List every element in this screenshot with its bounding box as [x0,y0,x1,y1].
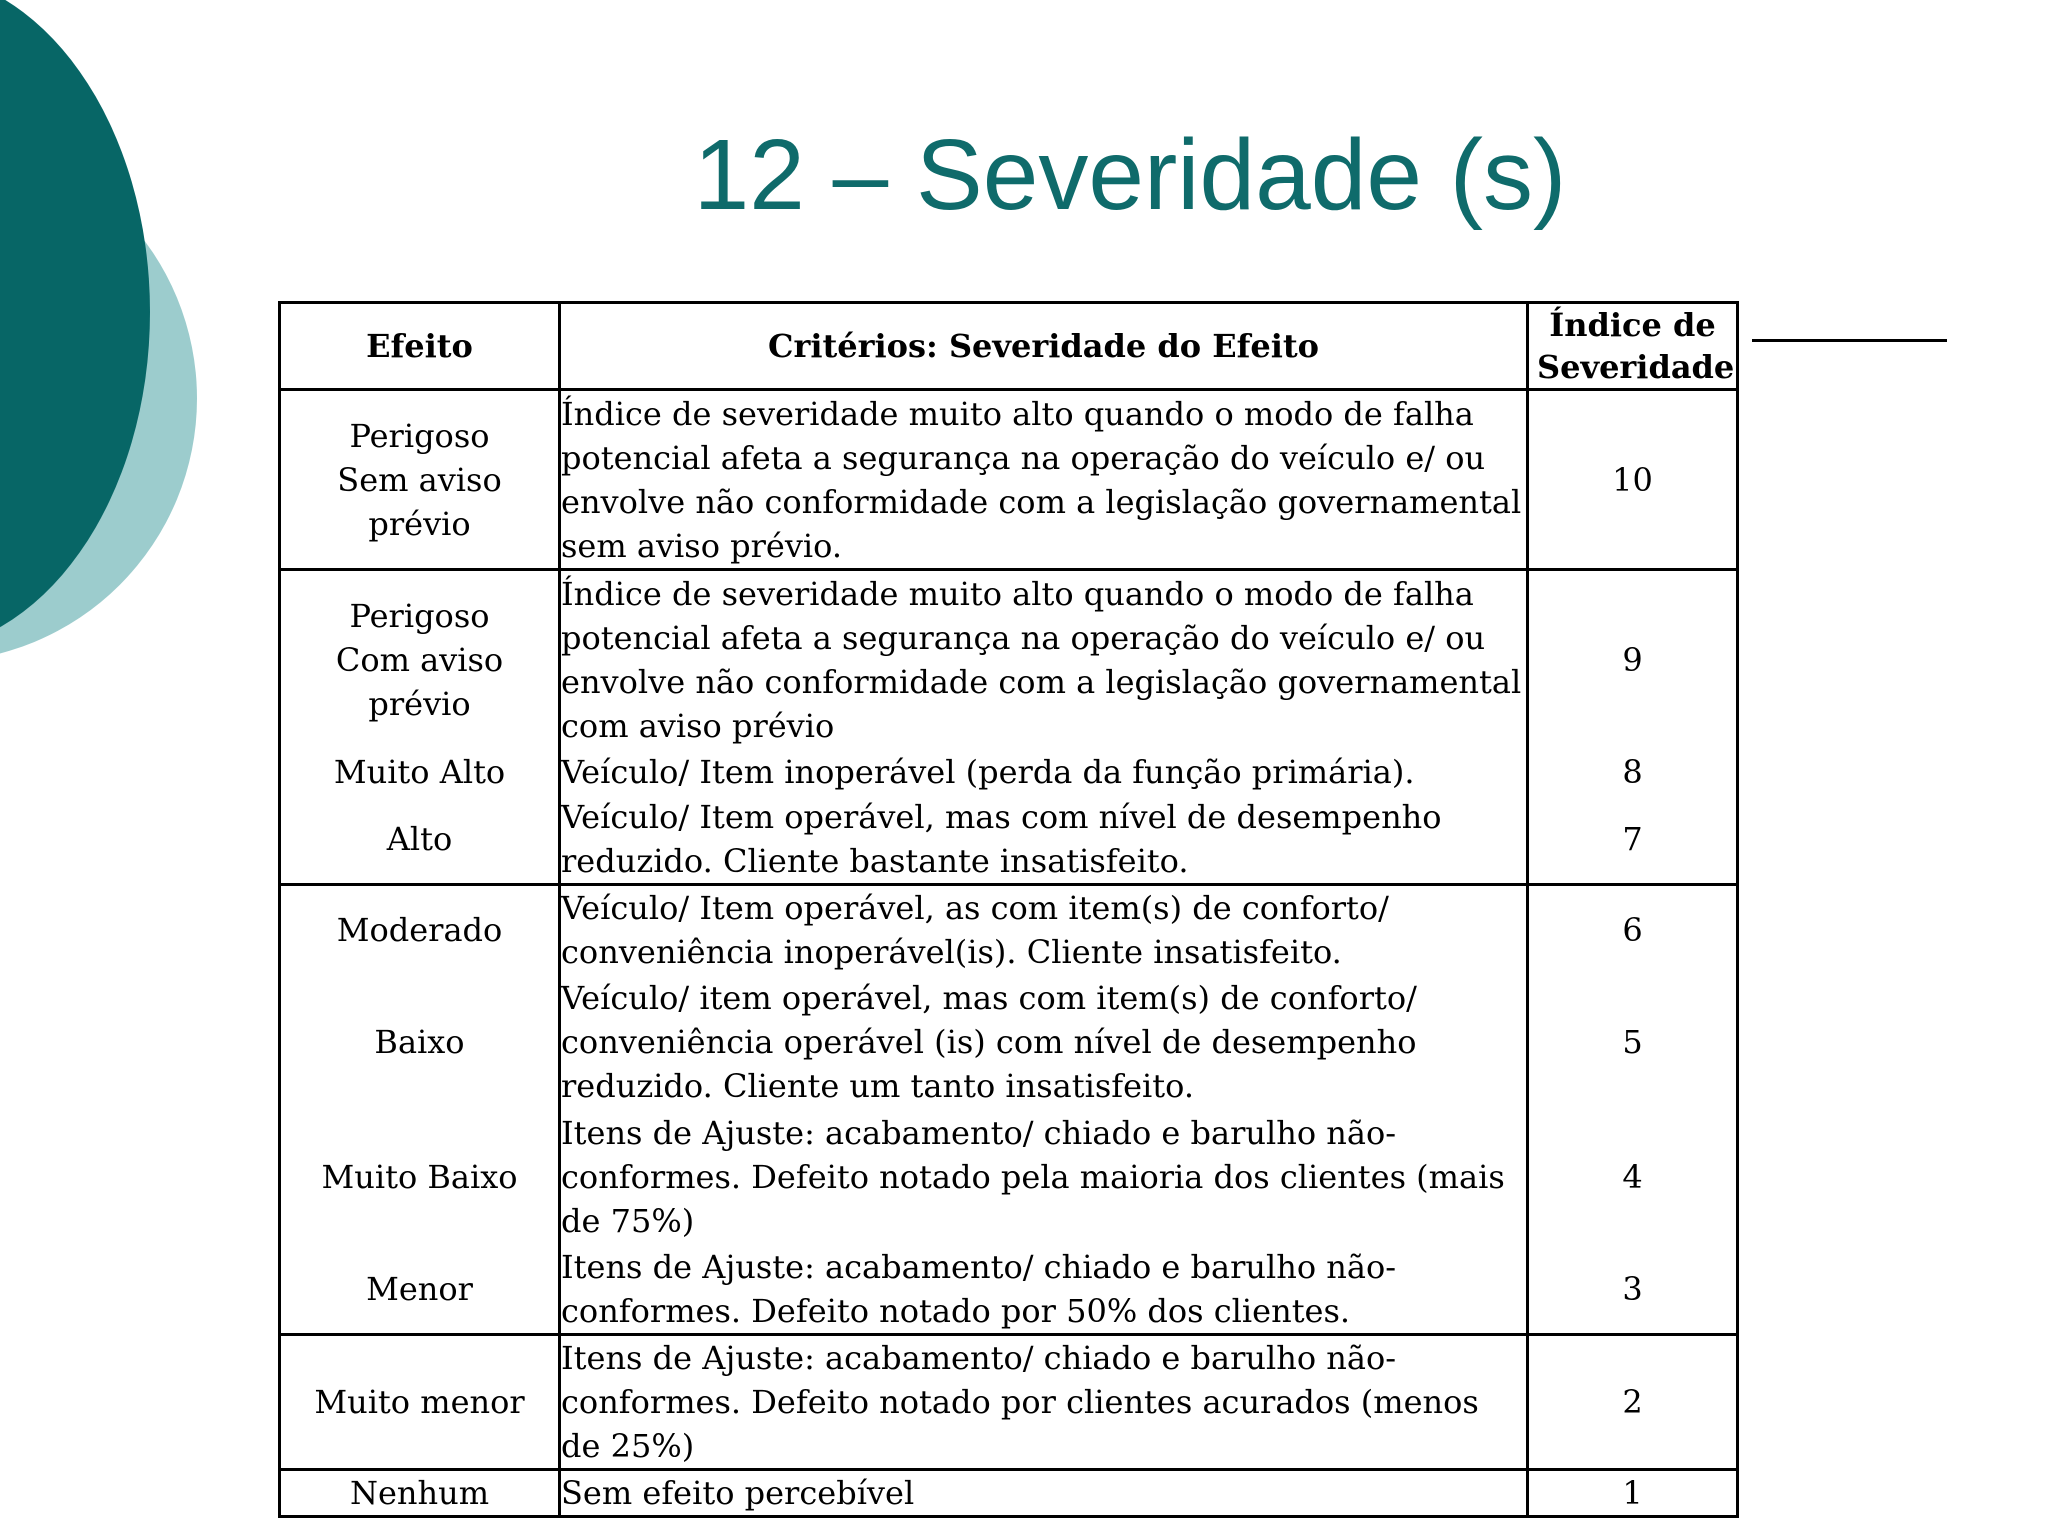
index-cell: 2 [1528,1335,1738,1470]
criteria-cell: Veículo/ Item operável, as com item(s) de conforto/ conveniência inoperável(is). Cliente insatisfeito. [560,885,1528,975]
table-row [280,570,1738,750]
table-header-row [280,303,1738,390]
index-cell: 10 [1528,390,1738,570]
effect-cell: Baixo [280,975,560,1110]
effect-cell: Muito Alto [280,750,560,795]
index-cell: 8 [1528,750,1738,795]
table-row [280,1110,1738,1245]
criteria-cell: Itens de Ajuste: acabamento/ chiado e barulho não-conformes. Defeito notado por 50% dos clientes. [560,1245,1528,1335]
index-cell: 7 [1528,795,1738,885]
index-cell: 9 [1528,570,1738,750]
index-cell: 5 [1528,975,1738,1110]
index-cell: 6 [1528,885,1738,975]
effect-cell: Perigoso Com aviso prévio [280,570,560,750]
index-cell: 4 [1528,1110,1738,1245]
header-efeito: Efeito [280,303,560,390]
decorative-line [1752,339,1947,342]
effect-cell: Moderado [280,885,560,975]
table-row [280,1245,1738,1335]
index-cell: 1 [1528,1470,1738,1517]
table-row [280,975,1738,1110]
effect-cell: Perigoso Sem aviso prévio [280,390,560,570]
header-criterios: Critérios: Severidade do Efeito [560,303,1528,390]
table-row [280,885,1738,975]
table-row [280,1335,1738,1470]
slide-title: 12 – Severidade (s) [693,119,1567,231]
index-cell: 3 [1528,1245,1738,1335]
effect-cell: Menor [280,1245,560,1335]
table-row [280,795,1738,885]
effect-cell: Alto [280,795,560,885]
effect-cell: Nenhum [280,1470,560,1517]
table-row [280,750,1738,795]
table-row [280,390,1738,570]
criteria-cell: Sem efeito percebível [560,1470,1528,1517]
criteria-cell: Veículo/ item operável, mas com item(s) de conforto/ conveniência operável (is) com nível de desempenho reduzido. Cliente um tanto insatisfeito. [560,975,1528,1110]
criteria-cell: Índice de severidade muito alto quando o modo de falha potencial afeta a segurança na operação do veículo e/ ou envolve não conformidade com a legislação governamental sem aviso prévio. [560,390,1528,570]
criteria-cell: Índice de severidade muito alto quando o modo de falha potencial afeta a segurança na operação do veículo e/ ou envolve não conformidade com a legislação governamental com aviso prévio [560,570,1528,750]
criteria-cell: Veículo/ Item inoperável (perda da função primária). [560,750,1528,795]
criteria-cell: Veículo/ Item operável, mas com nível de desempenho reduzido. Cliente bastante insatisfeito. [560,795,1528,885]
header-indice: Índice de Severidade [1528,303,1738,390]
effect-cell: Muito Baixo [280,1110,560,1245]
effect-cell: Muito menor [280,1335,560,1470]
criteria-cell: Itens de Ajuste: acabamento/ chiado e barulho não-conformes. Defeito notado pela maioria dos clientes (mais de 75%) [560,1110,1528,1245]
criteria-cell: Itens de Ajuste: acabamento/ chiado e barulho não-conformes. Defeito notado por clientes acurados (menos de 25%) [560,1335,1528,1470]
table-row [280,1470,1738,1517]
severity-table [278,301,1739,1518]
